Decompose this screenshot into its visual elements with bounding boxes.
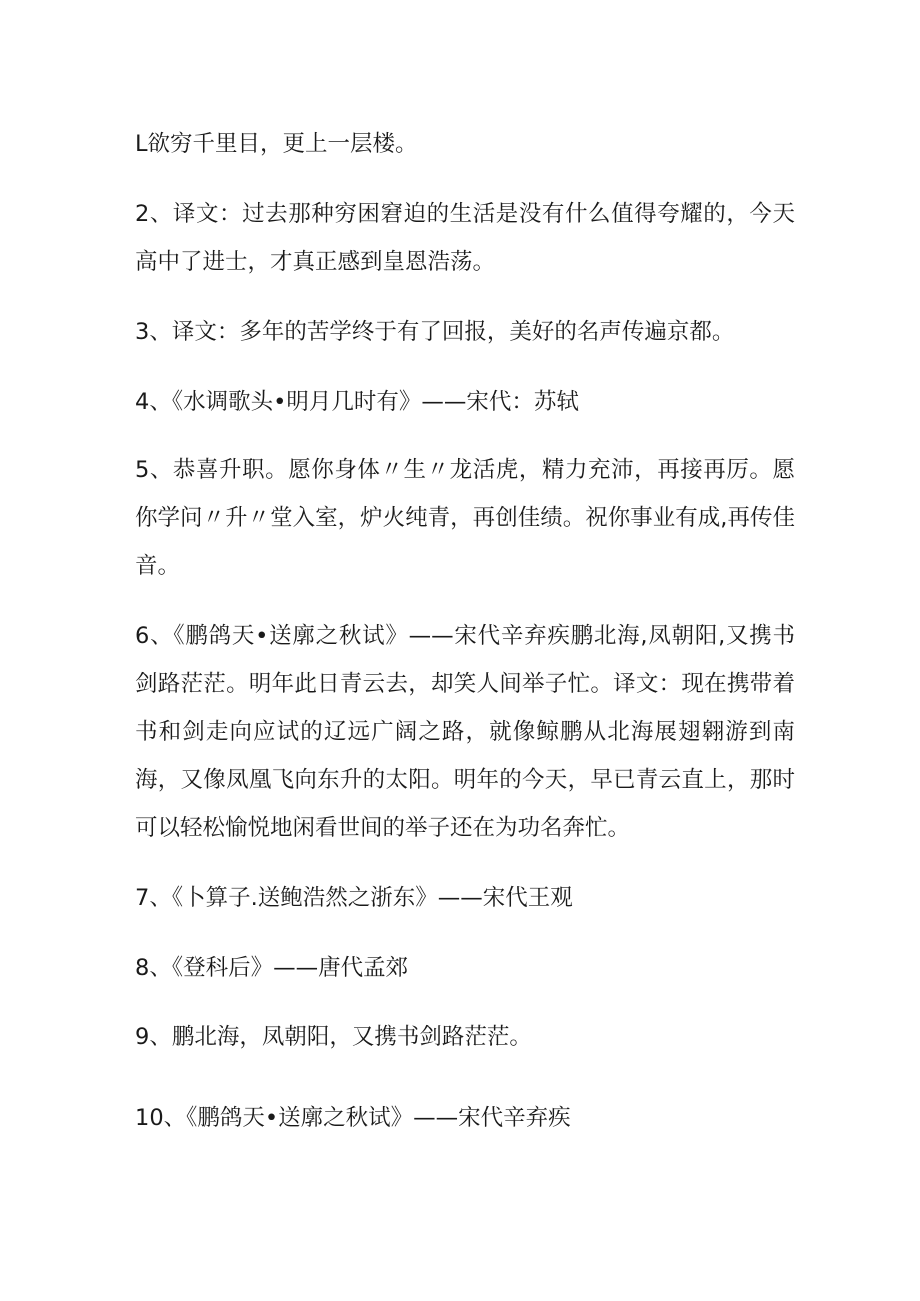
paragraph-4: 4、《水调歌头•明月几时有》——宋代：苏轼 — [135, 389, 579, 415]
paragraph-2: 2、译文：过去那种穷困窘迫的生活是没有什么值得夸耀的，今天高中了进士，才真正感到皇恩浩荡。 — [135, 201, 795, 275]
paragraph-6: 6、《鹏鸽天•送廓之秋试》——宋代辛弃疾鹏北海,凤朝阳,又携书剑路茫茫。明年此日青云去，却笑人间举子忙。译文：现在携带着书和剑走向应试的辽远广阔之路，就像鲸鹏从北海展翅翱游到南海，又像凤凰飞向东升的太阳。明年的今天，早已青云直上，那时可以轻松愉悦地闲看世间的举子还在为功名奔忙。 — [135, 623, 795, 841]
paragraph-5: 5、恭喜升职。愿你身体〃生〃龙活虎，精力充沛，再接再厉。愿你学问〃升〃堂入室，炉火纯青，再创佳绩。祝你事业有成,再传佳音。 — [135, 457, 795, 579]
paragraph-10: 10、《鹏鸽天•送廓之秋试》——宋代辛弃疾 — [135, 1105, 571, 1131]
paragraph-1: L欲穷千里目，更上一层楼。 — [135, 131, 418, 157]
paragraph-9: 9、鹏北海，凤朝阳，又携书剑路茫茫。 — [135, 1024, 532, 1050]
paragraph-8: 8、《登科后》——唐代孟郊 — [135, 955, 409, 981]
paragraph-3: 3、译文：多年的苦学终于有了回报，美好的名声传遍京都。 — [135, 319, 735, 345]
paragraph-7: 7、《卜算子.送鲍浩然之浙东》——宋代王观 — [135, 885, 573, 911]
